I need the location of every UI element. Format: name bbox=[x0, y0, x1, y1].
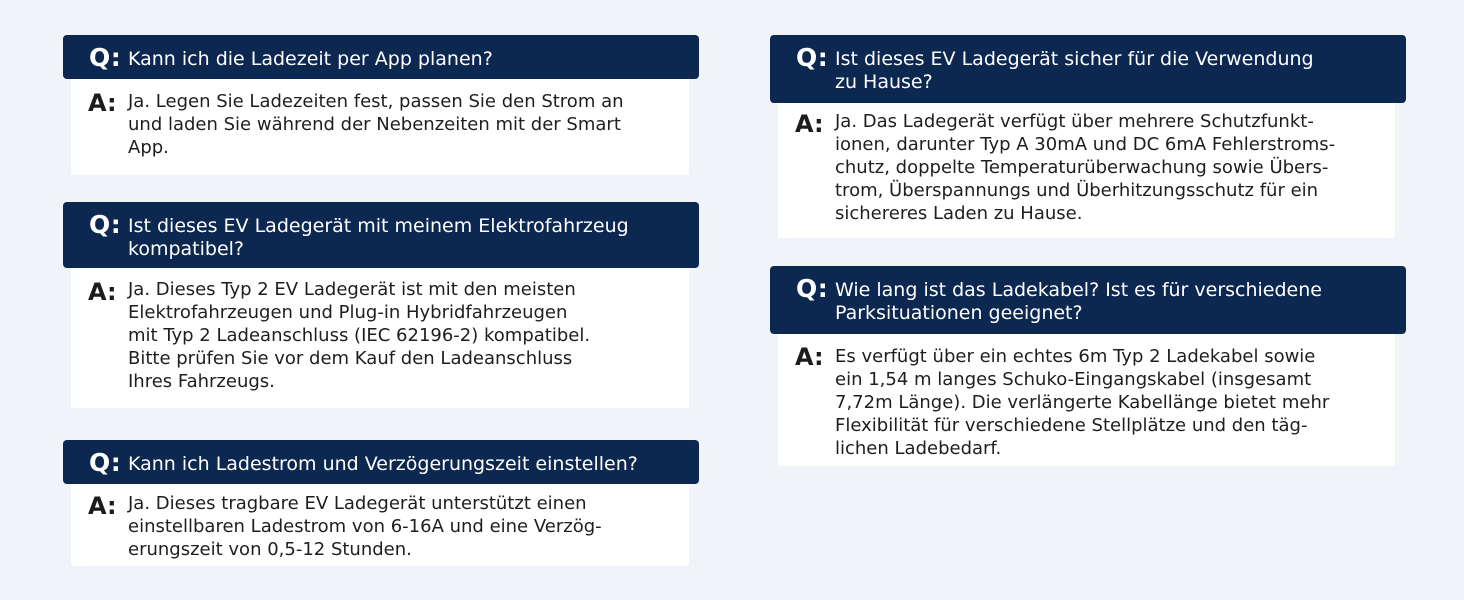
answer-label: A: bbox=[795, 110, 824, 138]
answer-card bbox=[778, 97, 1395, 238]
question-bar bbox=[770, 266, 1406, 334]
question-text: Kann ich Ladestrom und Verzögerungszeit einstellen? bbox=[128, 453, 638, 475]
answer-text: Es verfügt über ein echtes 6m Typ 2 Ladekabel sowie ein 1,54 m langes Schuko-Eingangskabel (insgesamt 7,72m Länge). Die verlängerte Kabellänge bietet mehr Flexibilität für verschiedene Stellplätze und den täg- lichen Ladebedarf. bbox=[835, 346, 1330, 459]
question-label: Q: bbox=[89, 448, 122, 477]
question-label: Q: bbox=[89, 43, 122, 72]
question-bar bbox=[63, 202, 699, 268]
question-label: Q: bbox=[89, 210, 122, 239]
answer-card bbox=[71, 262, 689, 408]
answer-card bbox=[71, 478, 689, 566]
answer-label: A: bbox=[795, 343, 824, 371]
answer-text: Ja. Dieses tragbare EV Ladegerät unterstützt einen einstellbaren Ladestrom von 6-16A und eine Verzög- erungszeit von 0,5-12 Stunden. bbox=[128, 493, 602, 560]
answer-label: A: bbox=[88, 278, 117, 306]
answer-text: Ja. Legen Sie Ladezeiten fest, passen Sie den Strom an und laden Sie während der Nebenzeiten mit der Smart App. bbox=[128, 91, 624, 158]
question-text: Kann ich die Ladezeit per App planen? bbox=[128, 48, 493, 70]
question-label: Q: bbox=[796, 43, 829, 72]
question-bar bbox=[63, 440, 699, 484]
question-text: Ist dieses EV Ladegerät sicher für die Verwendung zu Hause? bbox=[835, 48, 1314, 93]
question-label: Q: bbox=[796, 274, 829, 303]
answer-card bbox=[71, 73, 689, 175]
question-bar bbox=[63, 35, 699, 79]
answer-card bbox=[778, 328, 1395, 466]
question-text: Wie lang ist das Ladekabel? Ist es für verschiedene Parksituationen geeignet? bbox=[835, 279, 1322, 324]
answer-label: A: bbox=[88, 89, 117, 117]
question-text: Ist dieses EV Ladegerät mit meinem Elektrofahrzeug kompatibel? bbox=[128, 215, 629, 260]
answer-label: A: bbox=[88, 492, 117, 520]
answer-text: Ja. Dieses Typ 2 EV Ladegerät ist mit den meisten Elektrofahrzeugen und Plug-in Hybridfahrzeugen mit Typ 2 Ladeanschluss (IEC 62196-2) kompatibel. Bitte prüfen Sie vor dem Kauf den Ladeanschluss Ihres Fahrzeugs. bbox=[128, 279, 591, 392]
question-bar bbox=[770, 35, 1406, 103]
answer-text: Ja. Das Ladegerät verfügt über mehrere Schutzfunkt- ionen, darunter Typ A 30mA und DC 6mA Fehlerstroms- chutz, doppelte Temperaturüberwachung sowie Übers- trom, Überspannungs und Überhitzungsschutz für ein sichereres Laden zu Hause. bbox=[835, 111, 1336, 224]
